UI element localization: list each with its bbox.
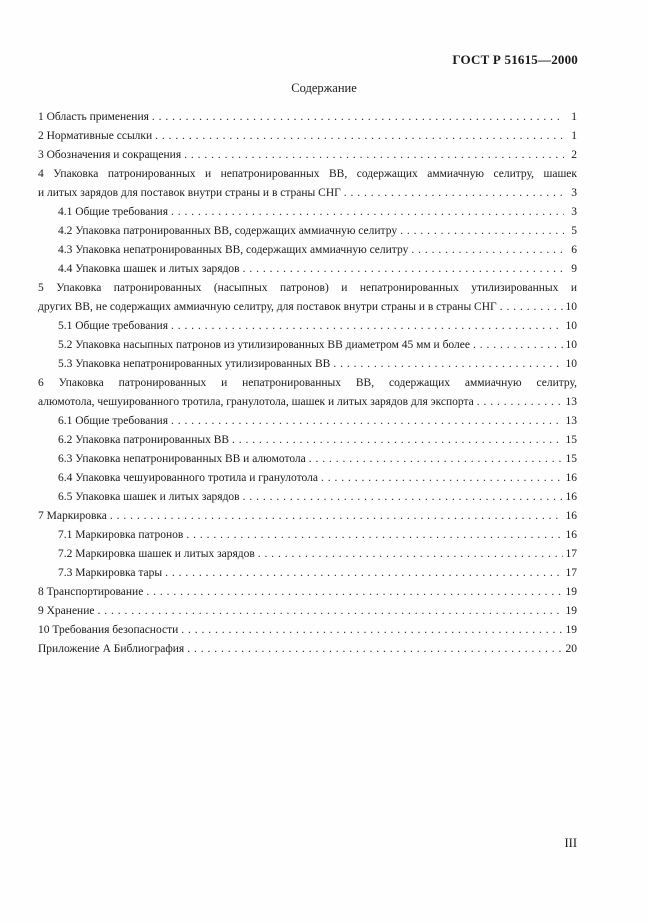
toc-entry-page: 10 <box>565 320 577 332</box>
toc-title: Содержание <box>291 81 357 95</box>
toc-entry-label: 6.5 Упаковка шашек и литых зарядов <box>58 491 240 503</box>
dot-leader <box>309 450 563 469</box>
toc-entry-label: 10 Требования безопасности <box>38 624 179 636</box>
dot-leader <box>171 317 563 336</box>
toc-entry-7[interactable] <box>38 507 577 526</box>
dot-leader <box>187 640 562 659</box>
toc-entry-label: 5.2 Упаковка насыпных патронов из утилизированных ВВ диаметром 45 мм и более <box>58 339 470 351</box>
toc-entry-label: 2 Нормативные ссылки <box>38 130 153 142</box>
toc-entry-label: 4.2 Упаковка патронированных ВВ, содержащих аммиачную селитру <box>58 225 398 237</box>
toc-entry-page: 15 <box>565 453 577 465</box>
toc-entry-5-2[interactable] <box>38 336 577 355</box>
toc-entry-4[interactable] <box>38 165 577 203</box>
toc-entry-label: 5.3 Упаковка непатронированных утилизированных ВВ <box>58 358 331 370</box>
toc-entry-6[interactable] <box>38 374 577 412</box>
toc-entry-page: 15 <box>565 434 577 446</box>
toc-entry-label: 5.1 Общие требования <box>58 320 168 332</box>
dot-leader <box>258 545 563 564</box>
toc-entry-5-3[interactable] <box>38 355 577 374</box>
dot-leader <box>333 355 562 374</box>
dot-leader <box>400 222 564 241</box>
toc-entry-page: 19 <box>565 605 577 617</box>
dot-leader <box>181 621 562 640</box>
toc-entry-page: 1 <box>571 111 577 123</box>
toc-entry-7-3[interactable] <box>38 564 577 583</box>
toc-entry-4-2[interactable] <box>38 222 577 241</box>
toc-entry-page: 9 <box>571 263 577 275</box>
toc-entry-3[interactable] <box>38 146 577 165</box>
dot-leader <box>344 184 564 203</box>
toc-entry-page: 16 <box>565 491 577 503</box>
toc-entry-page: 13 <box>565 415 577 427</box>
toc-entry-6-1[interactable] <box>38 412 577 431</box>
toc-entry-page: 19 <box>565 586 577 598</box>
dot-leader <box>171 412 563 431</box>
toc-entry-label: 4.3 Упаковка непатронированных ВВ, содержащих аммиачную селитру <box>58 244 409 256</box>
toc-entry-label: 6.4 Упаковка чешуированного тротила и гранулотола <box>58 472 318 484</box>
toc-entry-label: 4.1 Общие требования <box>58 206 168 218</box>
toc-entry-label: 7 Маркировка <box>38 510 107 522</box>
toc-entry-label: 6.1 Общие требования <box>58 415 168 427</box>
dot-leader <box>97 602 562 621</box>
dot-leader <box>146 583 562 602</box>
toc-entry-label: 6.3 Упаковка непатронированных ВВ и алюмотола <box>58 453 306 465</box>
toc-entry-7-1[interactable] <box>38 526 577 545</box>
toc-entry-4-1[interactable] <box>38 203 577 222</box>
dot-leader <box>473 336 563 355</box>
toc-entry-5-1[interactable] <box>38 317 577 336</box>
toc-entry-label: 6.2 Упаковка патронированных ВВ <box>58 434 230 446</box>
document-code: ГОСТ Р 51615—2000 <box>452 52 578 67</box>
dot-leader <box>152 108 564 127</box>
toc-entry-page: 6 <box>571 244 577 256</box>
toc-entry-label: 7.1 Маркировка патронов <box>58 529 184 541</box>
toc-entry-line: алюмотола, чешуированного тротила, гранулотола, шашек и литых зарядов для экспорта <box>38 396 474 408</box>
toc-entry-page: 20 <box>565 643 577 655</box>
toc-entry-label: 7.2 Маркировка шашек и литых зарядов <box>58 548 255 560</box>
toc-entry-line: и литых зарядов для поставок внутри страны и в страны СНГ <box>38 187 341 199</box>
toc-entry-7-2[interactable] <box>38 545 577 564</box>
toc-entry-6-2[interactable] <box>38 431 577 450</box>
toc-entry-page: 19 <box>565 624 577 636</box>
toc-entry-page: 13 <box>565 396 577 408</box>
dot-leader <box>232 431 562 450</box>
toc-entry-4-3[interactable] <box>38 241 577 260</box>
dot-leader <box>321 469 563 488</box>
dot-leader <box>171 203 564 222</box>
dot-leader <box>243 260 564 279</box>
toc-entry-10[interactable] <box>38 621 577 640</box>
toc-entry-label: 3 Обозначения и сокращения <box>38 149 182 161</box>
toc-entry-6-3[interactable] <box>38 450 577 469</box>
dot-leader <box>500 298 563 317</box>
toc-entry-page: 17 <box>565 567 577 579</box>
toc-entry-label: 9 Хранение <box>38 605 95 617</box>
toc-entry-label: Приложение А Библиография <box>38 643 185 655</box>
table-of-contents <box>38 108 577 659</box>
toc-entry-label: 1 Область применения <box>38 111 149 123</box>
toc-entry-9[interactable] <box>38 602 577 621</box>
toc-entry-page: 5 <box>571 225 577 237</box>
toc-entry-page: 1 <box>571 130 577 142</box>
dot-leader <box>411 241 564 260</box>
toc-entry-page: 10 <box>565 301 577 313</box>
page-number: III <box>564 836 577 850</box>
toc-entry-page: 17 <box>565 548 577 560</box>
toc-entry-line: других ВВ, не содержащих аммиачную селитру, для поставок внутри страны и в страны СНГ <box>38 301 497 313</box>
toc-entry-page: 2 <box>571 149 577 161</box>
toc-entry-page: 16 <box>565 529 577 541</box>
toc-entry-page: 3 <box>571 206 577 218</box>
dot-leader <box>165 564 562 583</box>
toc-entry-line: 4 Упаковка патронированных и непатронированных ВВ, содержащих аммиачную селитру, шашек <box>38 168 577 180</box>
toc-entry-label: 4.4 Упаковка шашек и литых зарядов <box>58 263 240 275</box>
toc-entry-label: 7.3 Маркировка тары <box>58 567 163 579</box>
toc-entry-line: 6 Упаковка патронированных и непатронированных ВВ, содержащих аммиачную селитру, <box>38 377 577 389</box>
toc-entry-2[interactable] <box>38 127 577 146</box>
dot-leader <box>477 393 563 412</box>
toc-entry-5[interactable] <box>38 279 577 317</box>
toc-entry-appendix-a[interactable] <box>38 640 577 659</box>
toc-entry-6-4[interactable] <box>38 469 577 488</box>
toc-entry-page: 16 <box>565 510 577 522</box>
toc-entry-8[interactable] <box>38 583 577 602</box>
dot-leader <box>243 488 563 507</box>
toc-entry-4-4[interactable] <box>38 260 577 279</box>
toc-entry-label: 8 Транспортирование <box>38 586 144 598</box>
toc-entry-page: 10 <box>565 358 577 370</box>
dot-leader <box>155 127 564 146</box>
toc-entry-6-5[interactable] <box>38 488 577 507</box>
dot-leader <box>186 526 562 545</box>
toc-entry-1[interactable] <box>38 108 577 127</box>
toc-entry-page: 10 <box>565 339 577 351</box>
dot-leader <box>110 507 563 526</box>
dot-leader <box>184 146 564 165</box>
toc-entry-page: 16 <box>565 472 577 484</box>
toc-entry-line: 5 Упаковка патронированных (насыпных патронов) и непатронированных утилизированных и <box>38 282 577 294</box>
toc-entry-page: 3 <box>571 187 577 199</box>
